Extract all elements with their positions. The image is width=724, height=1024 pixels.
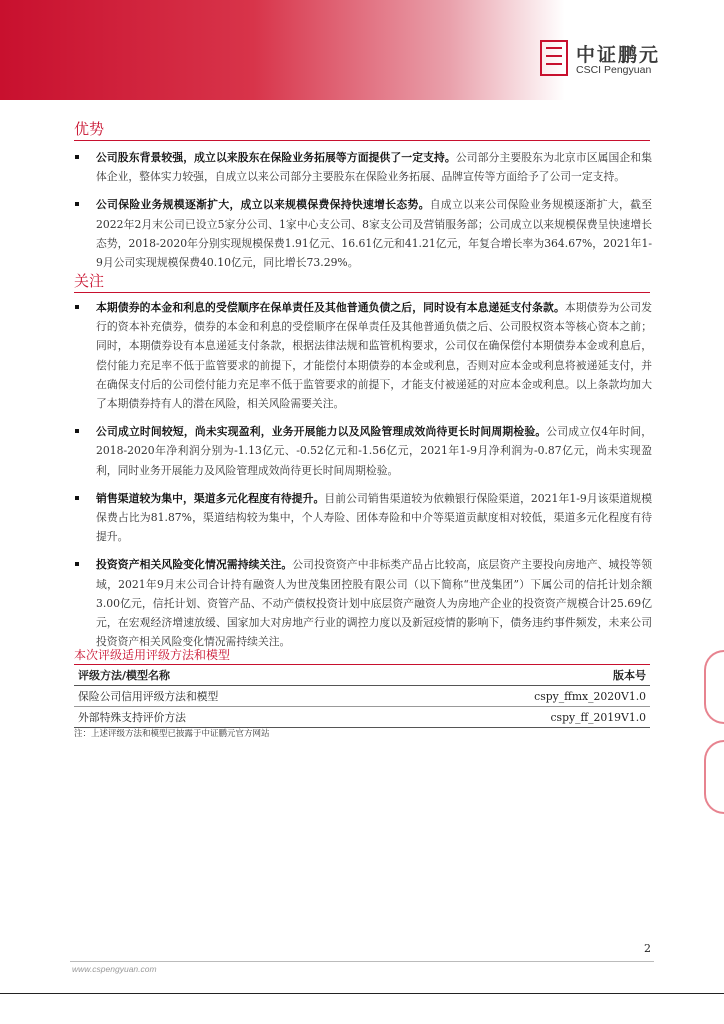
concern-item-text: 目前公司销售渠道较为依赖银行保险渠道，2021年1-9月该渠道规模保费占比为81.87%，渠道结构较为集中，个人寿险、团体寿险和中介等渠道贡献度相对较低，渠道多元化程度有待提升。 — [96, 491, 652, 544]
method-version-cell: cspy_ff_2019V1.0 — [393, 707, 650, 728]
concern-item — [74, 422, 652, 480]
advantages-title: 优势 — [74, 120, 105, 138]
company-logo — [540, 40, 690, 80]
bottom-divider — [0, 993, 724, 994]
methods-table — [74, 665, 650, 728]
advantage-item-text: 自成立以来公司保险业务规模逐渐扩大，截至2022年2月末公司已设立5家分公司、1家中心支公司、8家支公司及营销服务部；公司成立以来规模保费呈快速增长态势，2018-2020年分别实现规模保费1.91亿元、16.61亿元和41.21亿元，年复合增长率为364.67%，2021年1-9月公司实现规模保费40.10亿元，同比增长73.29%。 — [96, 198, 652, 270]
advantages-rule — [74, 140, 650, 141]
footer-url: www.cspengyuan.com — [72, 964, 157, 974]
column-header-method: 评级方法/模型名称 — [74, 665, 393, 686]
table-row — [74, 707, 650, 728]
method-name-cell: 保险公司信用评级方法和模型 — [74, 686, 393, 707]
concern-item-text: 公司成立仅4年时间，2018-2020年净利润分别为-1.13亿元、-0.52亿元和-1.56亿元，2021年1-9月净利润为-0.87亿元，尚未实现盈利，同时业务开展能力及风险管理成效尚待更长时间周期检验。 — [96, 425, 652, 477]
method-version-cell: cspy_ffmx_2020V1.0 — [393, 686, 650, 707]
table-header-row — [74, 665, 650, 686]
advantage-item-lead: 公司保险业务规模逐渐扩大，成立以来规模保费保持快速增长态势。 — [96, 198, 430, 212]
table-row — [74, 686, 650, 707]
logo-mark-icon — [540, 40, 568, 76]
seal-stamp-icon — [704, 740, 724, 814]
advantage-item-text: 公司部分主要股东为北京市区属国企和集体企业，整体实力较强，自成立以来公司部分主要股东在保险业务拓展、品牌宣传等方面给予了公司一定支持。 — [96, 151, 653, 184]
advantage-item — [74, 148, 652, 186]
seal-stamp-icon — [704, 650, 724, 724]
concerns-list — [74, 298, 652, 660]
concern-item-text: 公司投资资产中非标类产品占比较高，底层资产主要投向房地产、城投等领域，2021年9月末公司合计持有融资人为世茂集团控股有限公司（以下简称“世茂集团”）下属公司的信托计划余额3.00亿元，信托计划、资管产品、不动产债权投资计划中底层资产融资人为房地产企业的投资资产规模合计25.69亿元，在宏观经济增速放缓、国家加大对房地产行业的调控力度以及新冠疫情的影响下，债务违约事件频发，未来公司投资资产相关风险变化情况需持续关注。 — [96, 558, 653, 649]
concern-item — [74, 555, 652, 651]
concern-item — [74, 489, 652, 547]
logo-brand-en: CSCI Pengyuan — [576, 64, 652, 76]
concern-item-text: 本期债券为公司发行的资本补充债券，债券的本金和利息的受偿顺序在保单责任及其他普通负债之后、公司股权资本等核心资本之前；同时，本期债券设有本息递延支付条款，根据法律法规和监管机构要求，公司仅在确保偿付本期债券本金或利息后，偿付能力充足率不低于监管要求的前提下，才能偿付本期债券的本金或利息，否则对应本金或利息将被递延支付，并在确保支付后的公司偿付能力充足率不低于监管要求的前提下，才能支付被递延的对应本金或利息。以上条款均加大了本期债券持有人的潜在风险，相关风险需要关注。 — [96, 301, 652, 411]
concern-item-lead: 本期债券的本金和利息的受偿顺序在保单责任及其他普通负债之后，同时设有本息递延支付条款。 — [96, 301, 565, 314]
table-note: 注：上述评级方法和模型已披露于中证鹏元官方网站 — [74, 729, 270, 739]
methods-table-title: 本次评级适用评级方法和模型 — [74, 648, 231, 662]
concern-item-lead: 投资资产相关风险变化情况需持续关注。 — [96, 558, 293, 572]
concerns-rule — [74, 292, 650, 293]
advantage-item-lead: 公司股东背景较强，成立以来股东在保险业务拓展等方面提供了一定支持。 — [96, 151, 456, 164]
logo-brand-cn: 中证鹏元 — [576, 44, 661, 66]
concern-item-lead: 公司成立时间较短，尚未实现盈利，业务开展能力以及风险管理成效尚待更长时间周期检验。 — [96, 425, 547, 439]
advantages-list — [74, 148, 652, 281]
page-number: 2 — [644, 942, 651, 955]
concern-item-lead: 销售渠道较为集中，渠道多元化程度有待提升。 — [96, 491, 325, 505]
column-header-version: 版本号 — [393, 665, 650, 686]
advantage-item — [74, 195, 652, 272]
concerns-title: 关注 — [74, 272, 105, 290]
method-name-cell: 外部特殊支持评价方法 — [74, 707, 393, 728]
concern-item — [74, 298, 652, 413]
footer-divider — [70, 961, 654, 962]
